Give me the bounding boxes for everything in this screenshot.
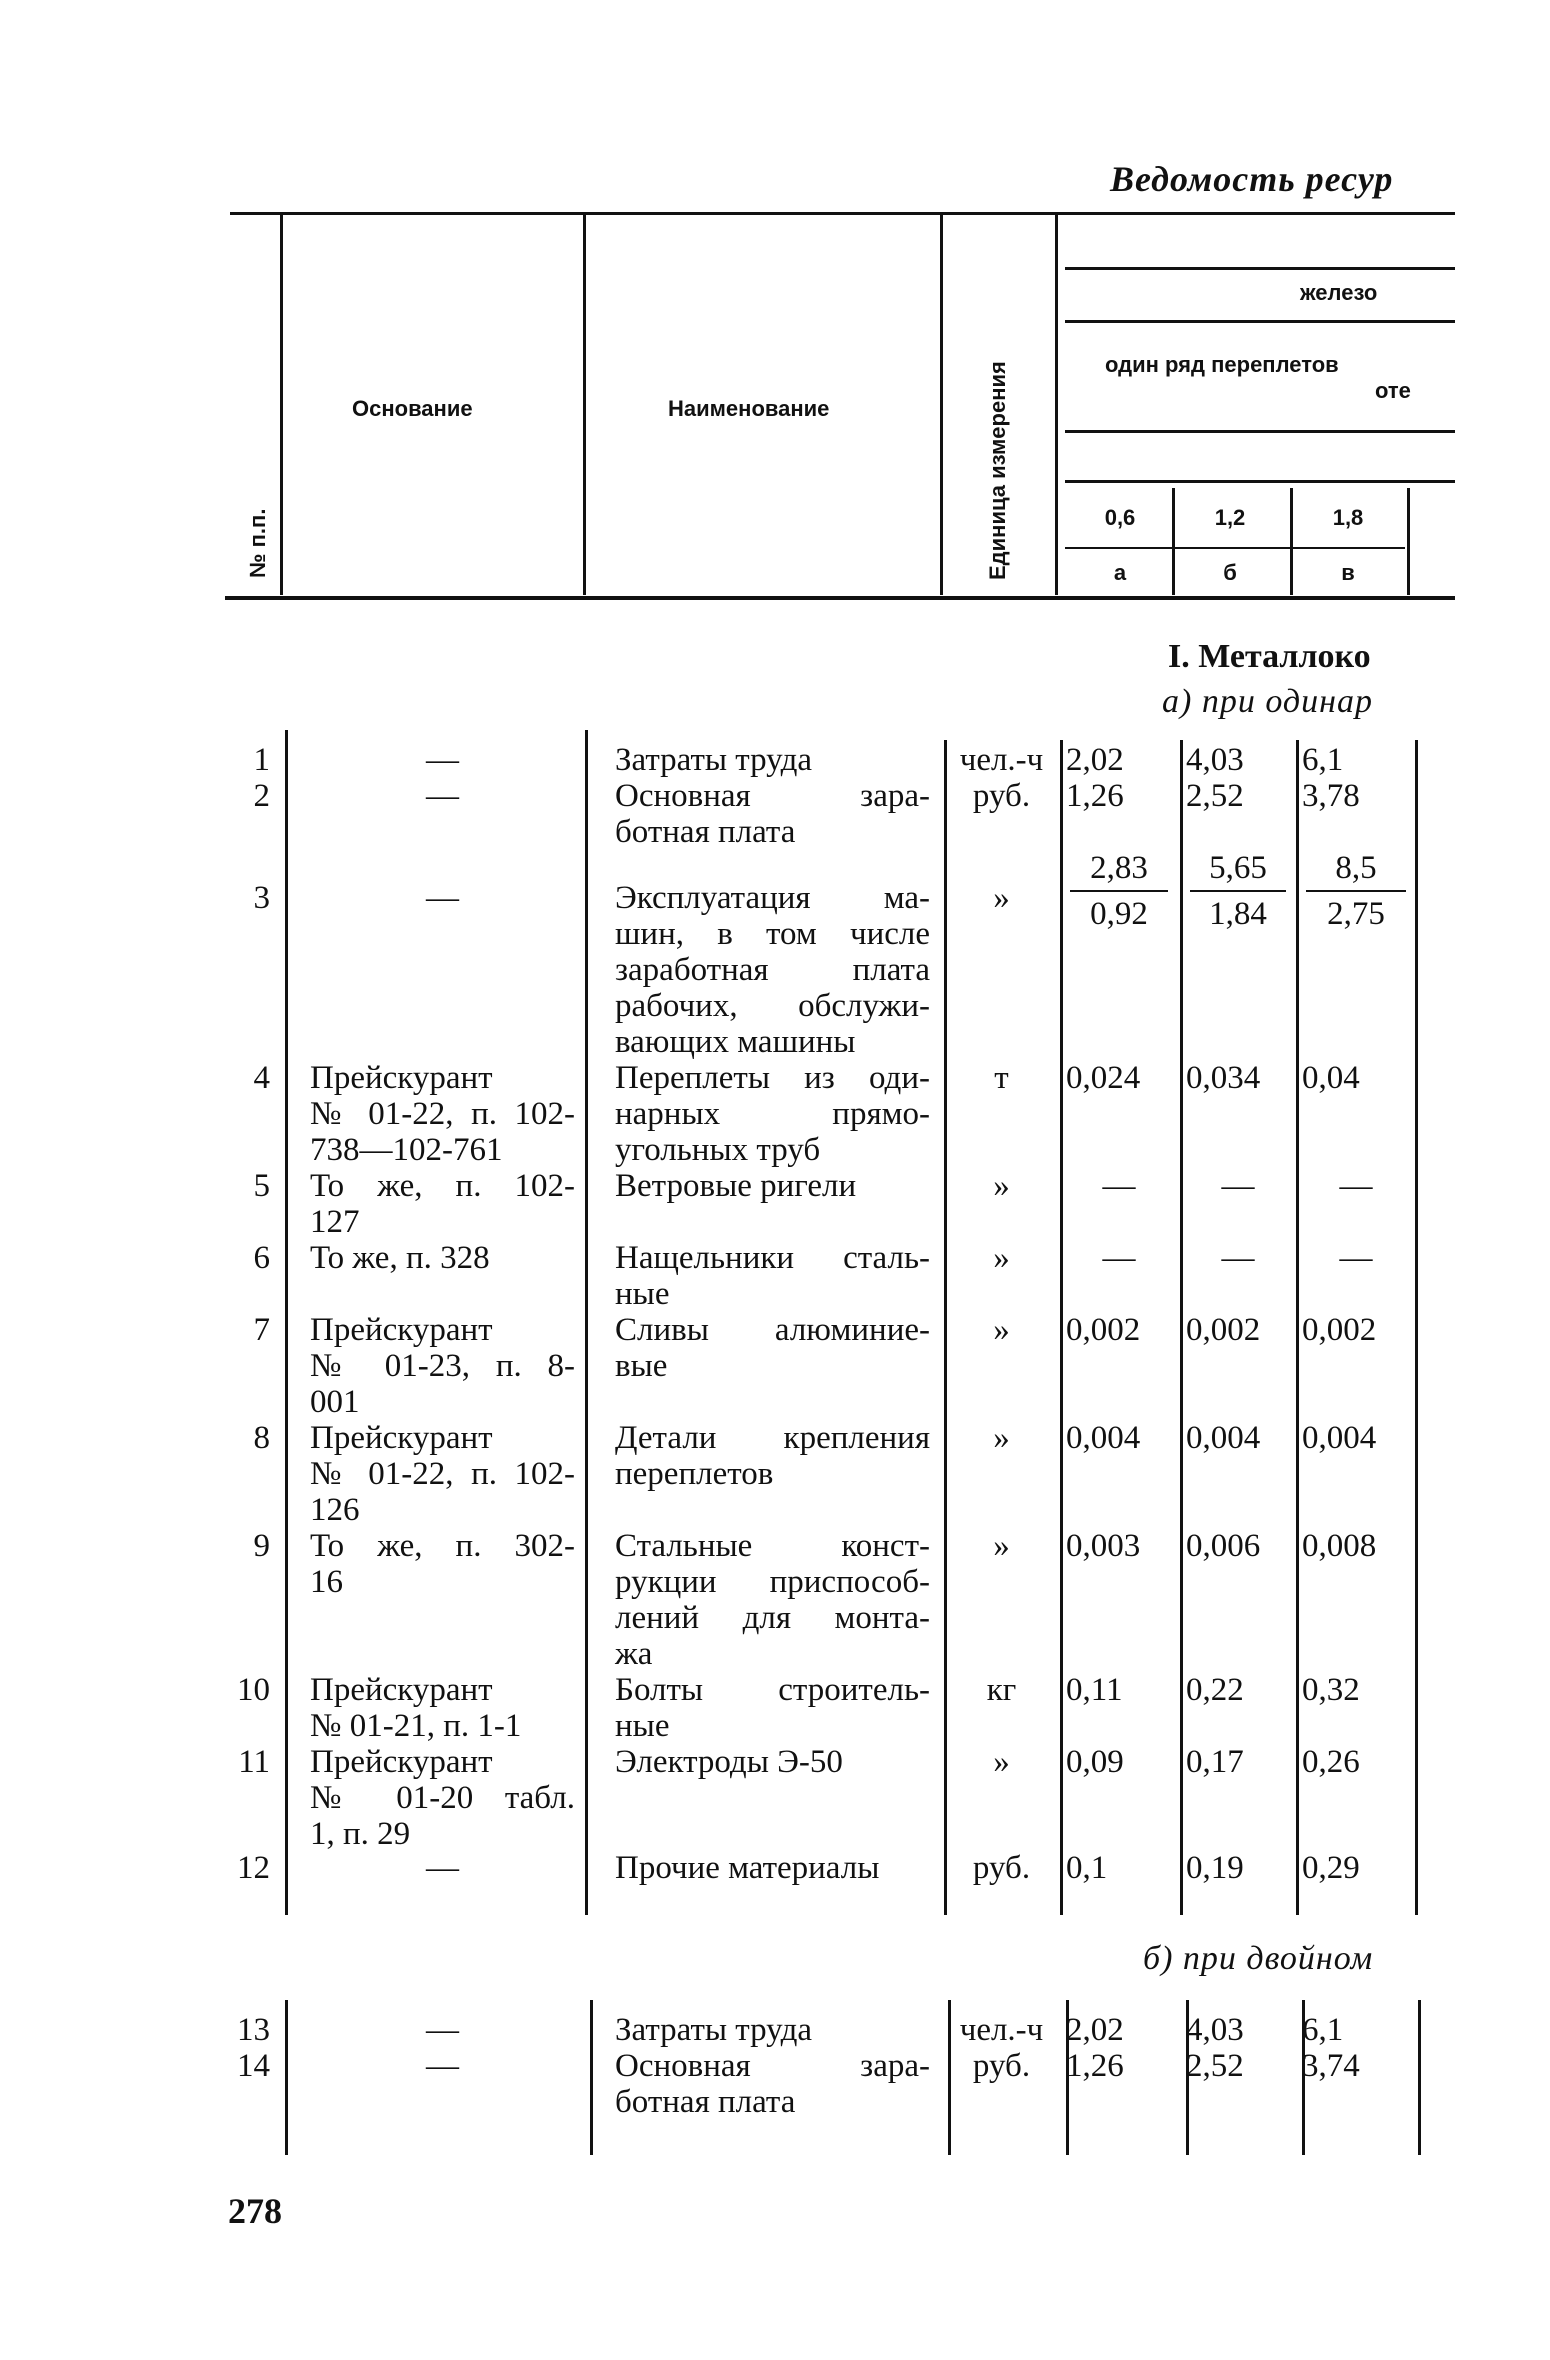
row-basis: То же, п. 302- [310,1528,575,1564]
page-title: Ведомость ресур [1110,159,1394,199]
row-value-c: 6,1 [1302,742,1344,778]
row-unit: чел.-ч [959,2012,1044,2048]
header-basis: Основание [352,396,473,421]
row-value-b: 0,002 [1186,1312,1261,1348]
row-name: ботная плата [615,2084,796,2120]
header-rule [1065,547,1405,549]
column-line [1060,740,1063,1915]
header-top-rule [230,212,1455,215]
row-basis: — [426,1850,459,1886]
row-name: нарных прямо- [615,1096,930,1132]
row-unit: » [993,1744,1010,1780]
row-name: Стальные конст- [615,1528,930,1564]
row-basis: 126 [310,1492,360,1528]
header-name: Наименование [668,396,830,421]
row-name: ные [615,1708,670,1744]
row-value-a: 1,26 [1066,2048,1124,2084]
row-basis: То же, п. 328 [310,1240,490,1276]
row-value-a: 0,09 [1066,1744,1124,1780]
row-value-a: 2,02 [1066,2012,1124,2048]
header-divider [1407,488,1410,595]
column-line [1180,740,1183,1915]
row-value-c: 0,008 [1302,1528,1377,1564]
row-name: рабочих, обслужи- [615,988,930,1024]
row-value-a: 0,11 [1066,1672,1123,1708]
row-value-b: — [1221,1240,1255,1276]
header-divider [940,215,943,595]
header-subgroup-2: оте [1375,378,1411,403]
row-name: Детали крепления [615,1420,930,1456]
row-value-b: — [1221,1168,1255,1204]
row-name: Болты строитель- [615,1672,930,1708]
row-name: Переплеты из оди- [615,1060,930,1096]
header-col-a-value: 0,6 [1104,505,1136,530]
fraction-bar [1306,890,1406,892]
row-value-c: — [1339,1240,1373,1276]
row-unit: » [993,1312,1010,1348]
row-number: 7 [253,1312,270,1348]
row-value-c: 0,004 [1302,1420,1377,1456]
row-name: вые [615,1348,668,1384]
row-basis: Прейскурант [310,1420,493,1456]
row-value-c: 0,32 [1302,1672,1360,1708]
section-subtitle-a: а) при одинар [1162,683,1373,720]
row-unit: т [994,1060,1009,1096]
row-basis: 738—102-761 [310,1132,503,1168]
row-unit: руб. [972,2048,1031,2084]
row-value-top: 2,83 [1090,850,1148,886]
row-value-a: 0,003 [1066,1528,1141,1564]
row-value-bottom: 1,84 [1209,896,1267,932]
row-basis: — [426,880,459,916]
row-basis: Прейскурант [310,1060,493,1096]
row-name: Основная зара- [615,2048,930,2084]
header-rule [1065,480,1455,483]
row-unit: » [993,1420,1010,1456]
row-value-c: 3,78 [1302,778,1360,814]
row-name: Затраты труда [615,742,813,778]
row-number: 9 [253,1528,270,1564]
column-line [944,740,947,1915]
column-line [1418,2000,1421,2155]
row-number: 14 [237,2048,270,2084]
row-basis: Прейскурант [310,1312,493,1348]
header-col-b-value: 1,2 [1214,505,1246,530]
header-col-a-letter: а [1113,560,1127,585]
row-unit: » [993,1168,1010,1204]
row-value-bottom: 2,75 [1327,896,1385,932]
section-subtitle-b: б) при двойном [1143,1940,1374,1977]
row-value-b: 4,03 [1186,2012,1244,2048]
column-line [1296,740,1299,1915]
row-value-a: 1,26 [1066,778,1124,814]
row-number: 6 [253,1240,270,1276]
row-name: Основная зара- [615,778,930,814]
row-value-a: 0,1 [1066,1850,1108,1886]
header-divider [583,215,586,595]
row-basis: 16 [310,1564,343,1600]
row-number: 11 [238,1744,270,1780]
row-number: 5 [253,1168,270,1204]
row-basis: — [426,742,459,778]
row-name: жа [615,1636,653,1672]
row-value-a: 0,004 [1066,1420,1141,1456]
row-value-b: 2,52 [1186,2048,1244,2084]
row-name: ные [615,1276,670,1312]
row-name: вающих машины [615,1024,856,1060]
row-number: 8 [253,1420,270,1456]
row-name: угольных труб [615,1132,821,1168]
column-line [285,2000,288,2155]
row-value-c: — [1339,1168,1373,1204]
row-basis: 127 [310,1204,360,1240]
row-name: Затраты труда [615,2012,813,2048]
row-unit: » [993,1240,1010,1276]
row-name: ботная плата [615,814,796,850]
row-name: переплетов [615,1456,774,1492]
row-basis: — [426,2012,459,2048]
row-value-b: 0,22 [1186,1672,1244,1708]
row-value-a: — [1102,1240,1136,1276]
row-value-c: 0,26 [1302,1744,1360,1780]
row-name: шин, в том числе [615,916,930,952]
row-basis: 001 [310,1384,360,1420]
header-col-c-letter: в [1341,560,1355,585]
row-basis: № 01-21, п. 1-1 [310,1708,522,1744]
row-name: лений для монта- [615,1600,930,1636]
row-number: 2 [253,778,270,814]
header-rule [1065,320,1455,323]
row-value-b: 0,034 [1186,1060,1261,1096]
row-unit: кг [986,1672,1017,1708]
column-line [585,730,588,1915]
row-number: 3 [253,880,270,916]
column-line [590,2000,593,2155]
row-value-a: 0,024 [1066,1060,1141,1096]
row-value-a: — [1102,1168,1136,1204]
row-basis: № 01-20 табл. [310,1780,575,1816]
header-divider [1172,488,1175,595]
header-col-c-value: 1,8 [1332,505,1364,530]
row-name: рукции приспособ- [615,1564,930,1600]
row-value-top: 8,5 [1335,850,1377,886]
row-value-b: 4,03 [1186,742,1244,778]
row-value-b: 0,004 [1186,1420,1261,1456]
row-value-c: 0,04 [1302,1060,1360,1096]
row-basis: То же, п. 102- [310,1168,575,1204]
page-number: 278 [228,2191,282,2231]
row-value-b: 0,19 [1186,1850,1244,1886]
row-value-a: 0,002 [1066,1312,1141,1348]
section-title: I. Металлоко [1168,638,1371,675]
row-name: Эксплуатация ма- [615,880,930,916]
header-unit: Единица измерения [985,361,1010,580]
row-name: Электроды Э-50 [615,1744,843,1780]
fraction-bar [1070,890,1168,892]
row-number: 1 [253,742,270,778]
header-divider [1055,215,1058,595]
row-number: 13 [237,2012,270,2048]
row-value-b: 0,006 [1186,1528,1261,1564]
header-divider [1290,488,1293,595]
row-name: Сливы алюминие- [615,1312,930,1348]
row-unit: » [993,880,1010,916]
row-value-a: 2,02 [1066,742,1124,778]
row-number: 12 [237,1850,270,1886]
row-basis: Прейскурант [310,1744,493,1780]
row-value-c: 0,29 [1302,1850,1360,1886]
row-name: Нащельники сталь- [615,1240,930,1276]
row-basis: — [426,778,459,814]
row-basis: 1, п. 29 [310,1816,411,1852]
row-unit: руб. [972,778,1031,814]
column-line [285,730,288,1915]
column-line [1415,740,1418,1915]
row-value-bottom: 0,92 [1090,896,1148,932]
row-basis: № 01-22, п. 102- [310,1096,575,1132]
row-number: 4 [253,1060,270,1096]
row-unit: руб. [972,1850,1031,1886]
row-name: заработная плата [615,952,930,988]
row-basis: № 01-22, п. 102- [310,1456,575,1492]
fraction-bar [1190,890,1286,892]
header-rule [1065,430,1455,433]
row-value-top: 5,65 [1209,850,1267,886]
row-value-c: 6,1 [1302,2012,1344,2048]
header-group: железо [1300,280,1378,305]
row-name: Ветровые ригели [615,1168,857,1204]
row-basis: — [426,2048,459,2084]
row-value-c: 3,74 [1302,2048,1360,2084]
header-col-b-letter: б [1223,560,1237,585]
row-value-c: 0,002 [1302,1312,1377,1348]
row-unit: » [993,1528,1010,1564]
row-unit: чел.-ч [959,742,1044,778]
row-basis: № 01-23, п. 8- [310,1348,575,1384]
row-basis: Прейскурант [310,1672,493,1708]
row-name: Прочие материалы [615,1850,880,1886]
header-subgroup: один ряд переплетов [1105,352,1339,377]
header-bottom-rule [225,596,1455,600]
row-number: 10 [237,1672,270,1708]
header-no: № п.п. [245,508,270,578]
row-value-b: 0,17 [1186,1744,1244,1780]
header-divider [280,215,283,595]
header-rule [1065,267,1455,270]
row-value-b: 2,52 [1186,778,1244,814]
